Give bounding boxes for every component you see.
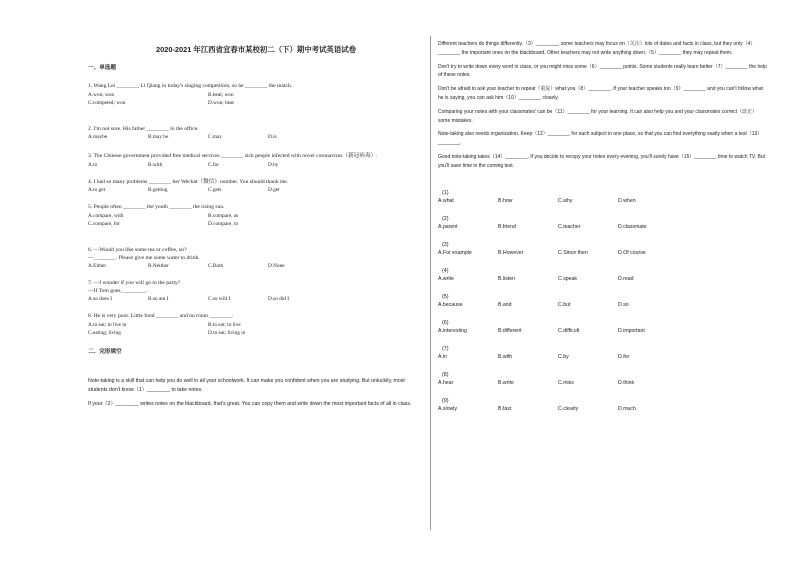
option-d[interactable]: D.so (618, 301, 629, 308)
option-a[interactable]: A.slowly (438, 405, 458, 412)
question-stem: 5. People often ________ the youth ________ the rising sun. (88, 204, 225, 211)
option-b[interactable]: B.may be (148, 134, 169, 141)
exam-title: 2020-2021 年江西省宜春市某校初二（下）期中考试英语试卷 (156, 45, 356, 54)
question-stem-line2: —If Tom goes, ________. (88, 287, 148, 294)
option-d[interactable]: D.get (268, 187, 280, 194)
option-d[interactable]: D.Of course (618, 249, 646, 256)
option-b[interactable]: B.how (498, 197, 513, 204)
question-1 (88, 83, 424, 107)
option-d[interactable]: D.much (618, 405, 636, 412)
option-d[interactable]: D.read (618, 275, 634, 282)
cloze-choice-8 (438, 371, 768, 387)
right-column (438, 40, 768, 423)
option-b[interactable]: B.so am I (148, 296, 169, 303)
question-stem: 3. The Chinese government provided free medical services ________ sick people infected with novel coronavirus（新冠病毒）. (88, 153, 378, 160)
choice-number: (1) (442, 189, 449, 196)
option-b[interactable]: B.getting (148, 187, 168, 194)
choice-number: (9) (442, 397, 449, 404)
column-divider (430, 36, 431, 530)
option-list (88, 262, 424, 270)
option-d[interactable]: D.None (268, 263, 285, 270)
option-d[interactable]: D.classmate (618, 223, 647, 230)
option-c[interactable]: C.for (208, 161, 220, 168)
choice-number: (2) (442, 215, 449, 222)
option-c[interactable]: C.gets (208, 187, 222, 194)
option-a[interactable]: A.interesting (438, 327, 467, 334)
cloze-choice-2 (438, 215, 768, 231)
cloze-choice-1 (438, 189, 768, 205)
option-b[interactable]: B.compare, as (208, 212, 239, 219)
choice-number: (4) (442, 267, 449, 274)
question-2 (88, 126, 424, 142)
choice-number: (7) (442, 345, 449, 352)
question-stem: 7. —I wonder if you will go to the party? (88, 280, 181, 287)
option-c[interactable]: C.eating; living (88, 329, 121, 336)
question-stem: 4. I had so many problems ________ her Wechat（微信）number. You should thank me. (88, 178, 289, 185)
option-list (88, 133, 424, 141)
question-4 (88, 179, 424, 195)
option-c[interactable]: C.teacher (558, 223, 581, 230)
option-d[interactable]: D.is (268, 134, 277, 141)
option-b[interactable]: B.friend (498, 223, 516, 230)
cloze-paragraph-1: Note-taking is a skill that can help you do well in all your schoolwork. It can make you confident when you are studying. But unluckily, most students don't know（1）________ to take notes. (88, 377, 405, 393)
option-list (88, 91, 424, 107)
cloze-paragraph-5: Don't be afraid to ask your teacher to repeat（重复）what you（8）________. If your teacher speaks too（9）________ and you can't follow what he is saying, you can ask him（10）________ closely. (438, 86, 763, 101)
option-b[interactable]: B.and (498, 301, 512, 308)
option-c[interactable]: C.speak (558, 275, 578, 282)
option-a[interactable]: A.hear (438, 379, 454, 386)
cloze-choice-3 (438, 241, 768, 257)
option-list (88, 321, 424, 337)
option-b[interactable]: B.listen (498, 275, 516, 282)
option-list (88, 212, 424, 228)
option-a[interactable]: A.write (438, 275, 454, 282)
option-d[interactable]: D.to eat; living in (208, 329, 246, 336)
option-a[interactable]: A.in (438, 353, 447, 360)
option-b[interactable]: B.write (498, 379, 514, 386)
cloze-paragraph-8: Good note-taking takes（14）________. If you decide to recopy your notes every evening, you'll surely have（15）________ time to watch TV. But you'll save time in the coming test. (438, 153, 765, 169)
option-a[interactable]: A.to (88, 161, 98, 168)
option-a[interactable]: A.won; won (88, 91, 115, 98)
question-stem: 1. Wang Lei ________ Li Qiang in today's singing competition, so he ________ the match. (88, 83, 293, 89)
option-a[interactable]: A.Either (88, 263, 107, 270)
question-3 (88, 153, 424, 169)
option-c[interactable]: C.but (558, 301, 571, 308)
option-d[interactable]: D.by (268, 161, 279, 168)
question-8 (88, 313, 424, 337)
cloze-paragraph-3: Different teachers do things differently.（3）________, some teachers may focus on（关注）lots of dates and facts in class, but they only（4）________ the important ones on the blackboard. Other teachers may not write anything down,（5）________ they may repeat them. (438, 41, 756, 56)
option-a[interactable]: A.parent (438, 223, 458, 230)
option-a[interactable]: A.compare, with (88, 212, 124, 219)
cloze-choice-7 (438, 345, 768, 361)
option-d[interactable]: D.important (618, 327, 645, 334)
option-d[interactable]: D.think (618, 379, 635, 386)
cloze-paragraph-2: If your（2）________ writes notes on the blackboard, that's great. You can copy them and write down the most important facts of all in class. (88, 401, 412, 408)
cloze-choice-4 (438, 267, 768, 283)
option-b[interactable]: B.with (498, 353, 513, 360)
cloze-choice-6 (438, 319, 768, 335)
option-c[interactable]: C.compare, for (88, 220, 120, 227)
cloze-paragraph-4: Don't try to write down every word in class, or you might miss some（6）________ points. Some students really learn better（7）________ the help of these notes. (438, 63, 767, 79)
option-c[interactable]: C.miss (558, 379, 574, 386)
section-heading-cloze: 二、完形填空 (88, 348, 122, 355)
option-b[interactable]: B.beat; won (208, 91, 234, 98)
question-6 (88, 247, 424, 270)
option-a[interactable]: A.to eat; to live in (88, 321, 127, 328)
cloze-paragraph-7: Note-taking also needs organization. Keep（12）________ for each subject in one place, so that you can find everything easily when a test（13）________. (438, 131, 763, 147)
option-a[interactable]: A.For example (438, 249, 472, 256)
option-a[interactable]: A.because (438, 301, 463, 308)
question-stem-line2: —________. Please give me some water to drink. (88, 254, 200, 261)
question-7 (88, 280, 424, 303)
option-b[interactable]: B.However (498, 249, 524, 256)
choice-number: (5) (442, 293, 449, 300)
question-stem: 6. —Would you like some tea or coffee, sir? (88, 246, 187, 253)
option-c[interactable]: C.may (208, 134, 222, 141)
option-a[interactable]: A.what (438, 197, 454, 204)
option-b[interactable]: B.different (498, 327, 522, 334)
left-column (88, 40, 424, 415)
option-b[interactable]: B.to eat; to live (208, 321, 241, 328)
option-b[interactable]: B.Neither (148, 263, 169, 270)
option-d[interactable]: D.won; beat (208, 99, 234, 106)
choice-number: (8) (442, 371, 449, 378)
option-list (88, 161, 424, 169)
option-c[interactable]: C.difficult (558, 327, 580, 334)
option-c[interactable]: C.by (558, 353, 569, 360)
cloze-choice-9 (438, 397, 768, 413)
option-b[interactable]: B.with (148, 161, 163, 168)
question-5 (88, 204, 424, 228)
option-c[interactable]: C.competed; won (88, 99, 126, 106)
option-c[interactable]: C.so will I (208, 296, 231, 303)
option-c[interactable]: C.clearly (558, 405, 579, 412)
option-d[interactable]: D.compare, to (208, 220, 239, 227)
option-a[interactable]: A.to get (88, 187, 106, 194)
option-d[interactable]: D.for (618, 353, 630, 360)
option-d[interactable]: D.so did I (268, 296, 290, 303)
option-b[interactable]: B.fast (498, 405, 512, 412)
option-list (88, 186, 424, 194)
option-a[interactable]: A.maybe (88, 134, 108, 141)
option-c[interactable]: C.Both (208, 263, 224, 270)
question-stem: 2. I'm not sure. His father ________ in the office. (88, 125, 199, 132)
cloze-choice-5 (438, 293, 768, 309)
option-c[interactable]: C.Since then (558, 249, 588, 256)
option-a[interactable]: A.so does I (88, 296, 112, 303)
cloze-paragraph-6: Comparing your notes with your classmates' can be（11）________ for your learning. It can also help you and your classmates correct（改正）some mistakes. (438, 108, 758, 124)
option-d[interactable]: D.when (618, 197, 636, 204)
choice-number: (6) (442, 319, 449, 326)
section-heading-single-choice: 一、单选题 (88, 65, 116, 71)
option-list (88, 295, 424, 303)
option-c[interactable]: C.why (558, 197, 573, 204)
choice-number: (3) (442, 241, 449, 248)
question-stem: 8. He is very poor. Little food ________ and no room ________. (88, 313, 234, 320)
